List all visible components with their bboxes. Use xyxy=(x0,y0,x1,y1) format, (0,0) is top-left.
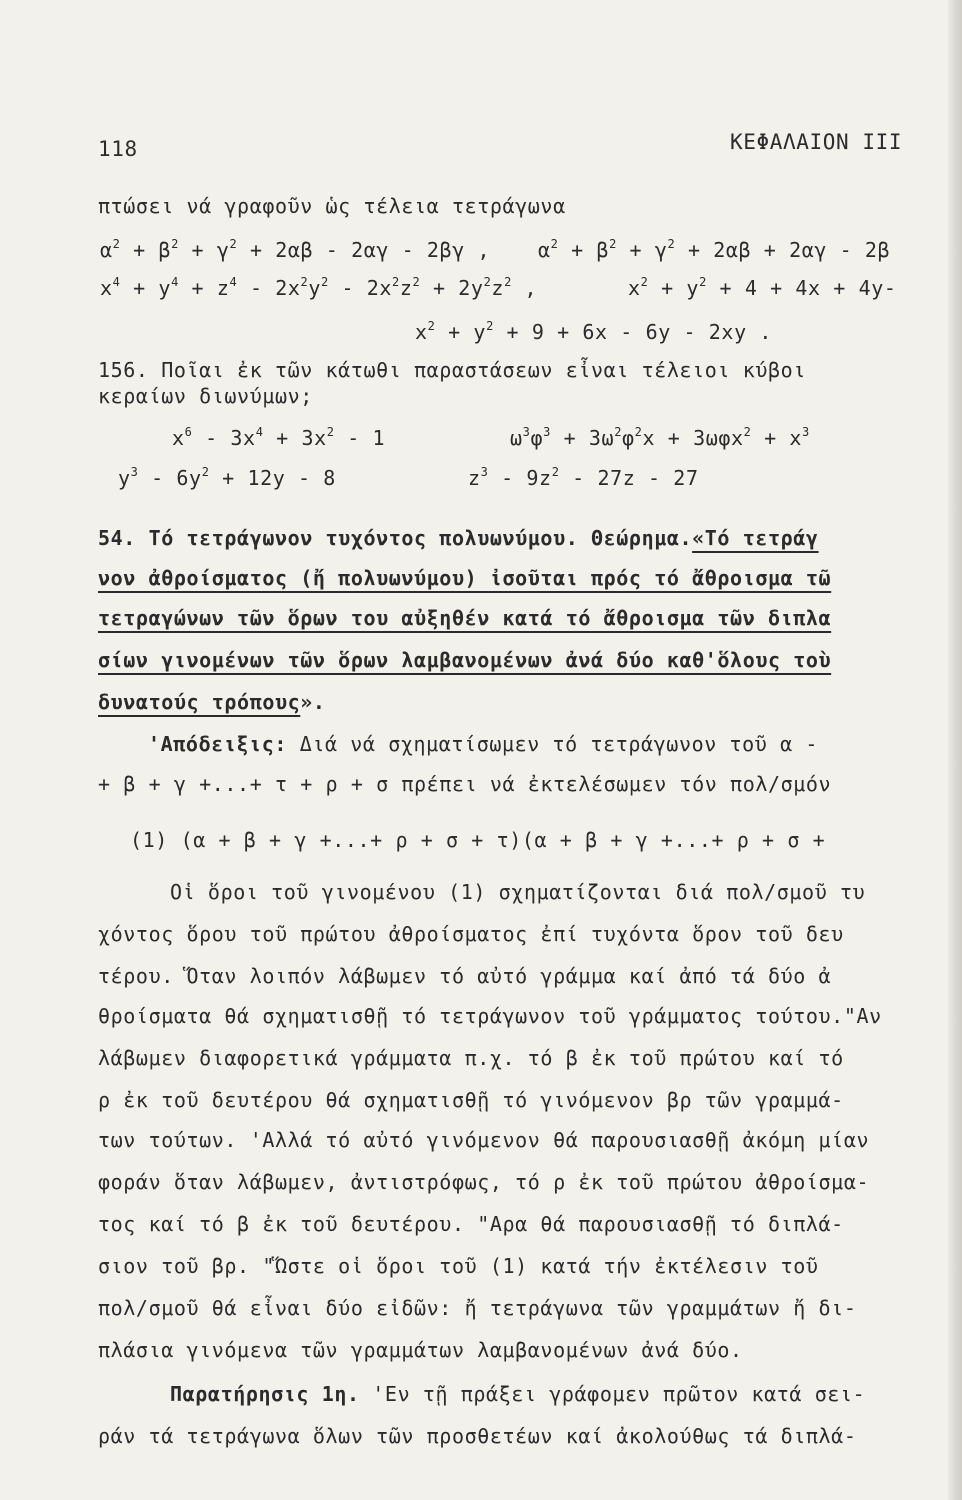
chapter-title: ΚΕΦΑΛΑΙΟΝ ΙΙΙ xyxy=(730,130,903,154)
proof-line-1: 'Απόδειξις: Διά νά σχηματίσωμεν τό τετράγωνον τοῦ α - xyxy=(148,732,818,756)
remark-line-2: ράν τά τετράγωνα ὅλων τῶν προσθετέων καί ἀκολούθως τά διπλά- xyxy=(98,1424,857,1448)
paragraph-line-7: των τούτων. 'Αλλά τό αὐτό γινόμενον θά παρουσιασθῇ ἀκόμη μίαν xyxy=(98,1128,870,1152)
paragraph-line-8: φοράν ὅταν λάβωμεν, ἀντιστρόφως, τό ρ ἐκ τοῦ πρώτου ἀθροίσμα- xyxy=(98,1170,870,1194)
paragraph-line-1: Οἱ ὅροι τοῦ γινομένου (1) σχηματίζονται διά πολ/σμοῦ τυ xyxy=(170,880,866,904)
square-expr-4: $x^2 + y^2 + 4 + 4x + 4y-$ xyxy=(628,275,897,300)
theorem-line-4: σίων γινομένων τῶν ὅρων λαμβανομένων ἀνά δύο καθ'ὅλους τοὺ xyxy=(98,648,832,672)
theorem-line-3: τετραγώνων τῶν ὅρων του αὐξηθέν κατά τό ἄθροισμα τῶν διπλα xyxy=(98,606,832,630)
square-expr-1: $\alpha^2 + \beta^2 + \gamma^2 + 2\alpha\beta - 2\alpha\gamma - 2\beta\gamma$ , xyxy=(100,237,491,262)
cube-expr-4: $z^3 - 9z^2 - 27z - 27$ xyxy=(468,465,699,490)
exercise-156-text: 156. Ποῖαι ἐκ τῶν κάτωθι παραστάσεων εἶναι τέλειοι κύβοι xyxy=(98,358,806,382)
exercise-156-text-cont: κεραίων διωνύμων; xyxy=(98,384,313,408)
paragraph-line-10: σιον τοῦ βρ. "Ὥστε οἱ ὅροι τοῦ (1) κατά τήν ἐκτέλεσιν τοῦ xyxy=(98,1254,819,1278)
square-expr-5: $x^2 + y^2 + 9 + 6x - 6y - 2xy$ . xyxy=(415,319,772,344)
paragraph-line-12: πλάσια γινόμενα τῶν γραμμάτων λαμβανομένων ἀνά δύο. xyxy=(98,1338,743,1362)
square-expr-2: $\alpha^2 + \beta^2 + \gamma^2 + 2\alpha\beta + 2\alpha\gamma - 2\beta$ xyxy=(538,237,891,262)
equation-1: (1) (α + β + γ +...+ ρ + σ + τ)(α + β + γ +...+ ρ + σ + xyxy=(130,828,826,852)
cube-expr-2: $\omega^3\varphi^3 + 3\omega^2\varphi^2x + 3\omega\varphi x^2 + x^3$ xyxy=(510,425,810,450)
section-54-heading: 54. Τό τετράγωνον τυχόντος πολυωνύμου. Θεώρημα.«Τό τετράγ xyxy=(98,526,819,550)
paragraph-line-9: τος καί τό β ἐκ τοῦ δευτέρου. "Αρα θά παρουσιασθῇ τό διπλά- xyxy=(98,1212,844,1236)
intro-line: πτώσει νά γραφοῦν ὡς τέλεια τετράγωνα xyxy=(98,194,566,218)
paragraph-line-11: πολ/σμοῦ θά εἶναι δύο εἰδῶν: ἤ τετράγωνα τῶν γραμμάτων ἤ δι- xyxy=(98,1296,857,1320)
theorem-line-5: δυνατούς τρόπους». xyxy=(98,690,326,714)
page-edge-shadow xyxy=(948,0,962,1500)
cube-expr-1: $x^6 - 3x^4 + 3x^2 - 1$ xyxy=(172,425,386,450)
page-number: 118 xyxy=(98,137,138,161)
paragraph-line-5: λάβωμεν διαφορετικά γράμματα π.χ. τό β ἐκ τοῦ πρώτου καί τό xyxy=(98,1046,844,1070)
remark-line-1: Παρατήρησις 1η. 'Εν τῇ πράξει γράφομεν πρῶτον κατά σει- xyxy=(170,1382,866,1406)
proof-line-2: + β + γ +...+ τ + ρ + σ πρέπει νά ἐκτελέσωμεν τόν πολ/σμόν xyxy=(98,772,832,796)
paragraph-line-6: ρ ἐκ τοῦ δευτέρου θά σχηματισθῇ τό γινόμενον βρ τῶν γραμμά- xyxy=(98,1088,844,1112)
square-expr-3: $x^4 + y^4 + z^4 - 2x^2y^2 - 2x^2z^2 + 2y^2z^2$ , xyxy=(100,275,538,300)
paragraph-line-2: χόντος ὅρου τοῦ πρώτου ἀθροίσματος ἐπί τυχόντα ὅρον τοῦ δευ xyxy=(98,922,844,946)
paragraph-line-4: θροίσματα θά σχηματισθῇ τό τετράγωνον τοῦ γράμματος τούτου."Αν xyxy=(98,1004,882,1028)
theorem-line-2: νον ἀθροίσματος (ἤ πολυωνύμου) ἰσοῦται πρός τό ἄθροισμα τῶ xyxy=(98,566,832,590)
cube-expr-3: $y^3 - 6y^2 + 12y - 8$ xyxy=(118,465,336,490)
paragraph-line-3: τέρου. Ὅταν λοιπόν λάβωμεν τό αὐτό γράμμα καί ἀπό τά δύο ἀ xyxy=(98,964,832,988)
